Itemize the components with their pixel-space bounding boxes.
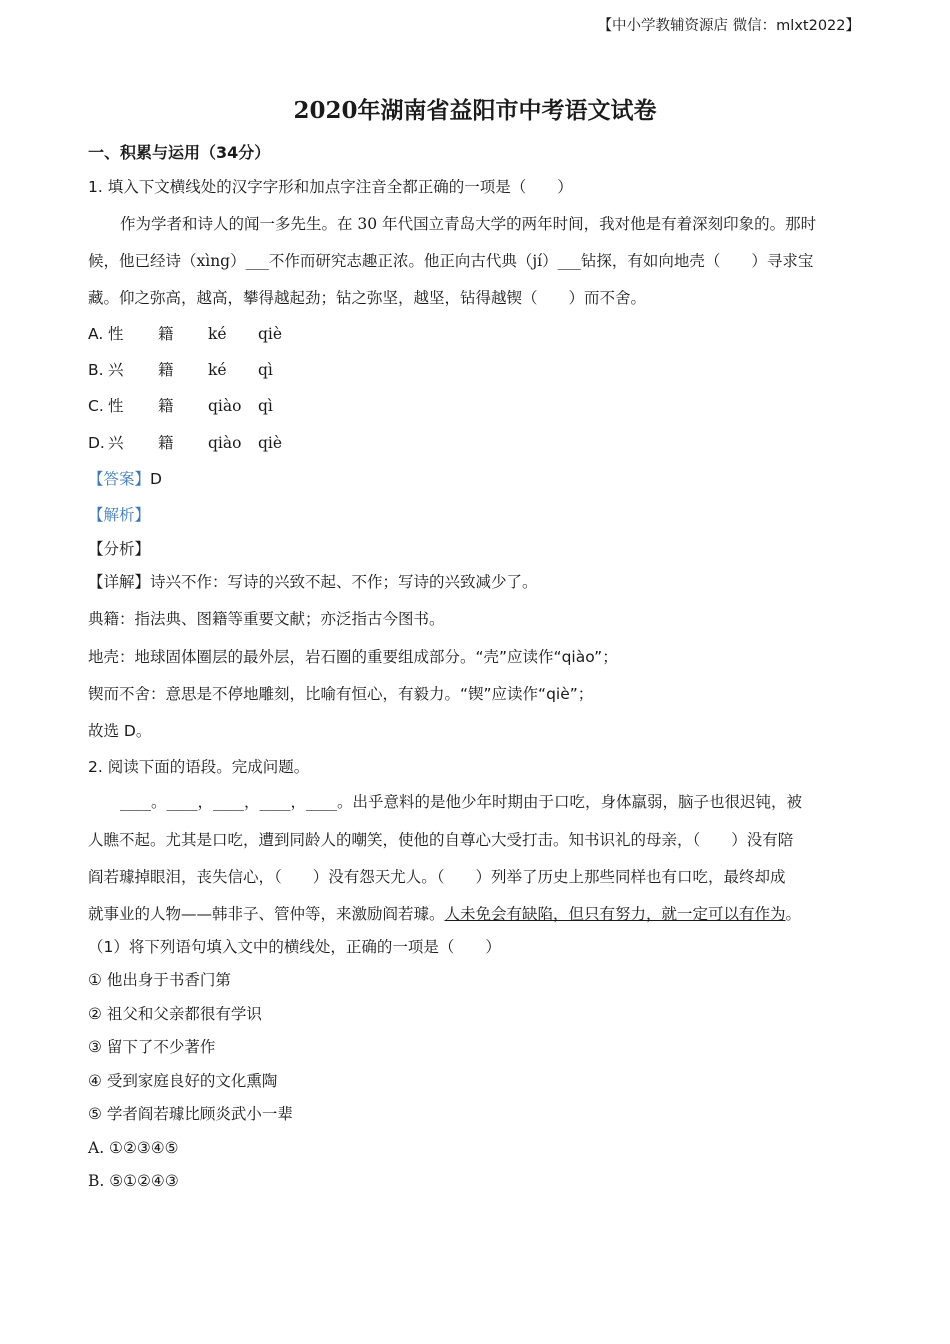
note-line: 典籍：指法典、图籍等重要文献；亦泛指古今图书。 [88,610,445,628]
note-line: 地壳：地球固体圈层的最外层，岩石圈的重要组成部分。“壳”应读作“qiào”； [88,648,618,666]
fenxi-label: 【分析】 [88,540,151,558]
option-part: qiào [208,397,242,415]
answer-value: D [150,470,162,488]
option-part: qiào [208,434,242,452]
q2-passage-line: 人瞧不起。尤其是口吃，遭到同龄人的嘲笑，使他的自尊心大受打击。知书识礼的母亲，（ ）没有陪 [88,831,794,849]
q2-item: ③ 留下了不少著作 [88,1038,216,1056]
q1-option-d [88,433,282,453]
passage-end: 。 [785,905,802,923]
q2-passage-line: 阎若璩掉眼泪，丧失信心，（ ）没有怨天尤人。（ ）列举了历史上那些同样也有口吃，最终却成 [88,868,786,886]
q2-sub-question: （1）将下列语句填入文中的横线处，正确的一项是（ ） [88,938,501,956]
option-part: 籍 [158,325,174,343]
page-header-note: 【中小学教辅资源店 微信：mlxt2022】 [597,18,860,34]
option-part: 性 [108,397,124,415]
option-letter: C. [88,397,104,415]
option-part: qì [258,397,273,415]
option-letter: B. [88,361,104,379]
q2-item: ④ 受到家庭良好的文化熏陶 [88,1072,278,1090]
option-part: qiè [258,325,283,343]
q1-option-c [88,396,273,416]
option-letter: D. [88,434,105,452]
analysis-label: 【解析】 [88,506,151,524]
detail-text: 诗兴不作：写诗的兴致不起、不作；写诗的兴致减少了。 [150,573,538,591]
option-part: qì [258,361,273,379]
q2-passage-last-line [88,904,801,924]
note-line: 故选 D。 [88,722,152,740]
option-part: 兴 [108,434,124,452]
option-part: ké [208,361,227,379]
section-heading: 一、积累与运用（34分） [88,143,271,162]
note-line: 锲而不舍：意思是不停地雕刻，比喻有恒心，有毅力。“锲”应读作“qiè”； [88,685,594,703]
option-letter: A. [88,325,104,343]
option-part: 兴 [108,361,124,379]
answer-label: 【答案】 [88,470,151,488]
q1-option-a [88,324,282,344]
q2-item: ⑤ 学者阎若璩比顾炎武小一辈 [88,1105,293,1123]
detail-line [88,572,538,592]
q2-choice: B. ⑤①②④③ [88,1172,179,1190]
exam-title: 2020年湖南省益阳市中考语文试卷 [293,97,657,124]
option-part: 性 [108,325,124,343]
q1-passage-line: 作为学者和诗人的闻一多先生。在 30 年代国立青岛大学的两年时间，我对他是有着深刻印象的。那时 [120,215,817,233]
q2-choice: A. ①②③④⑤ [88,1139,179,1157]
q2-stem: 2. 阅读下面的语段。完成问题。 [88,758,310,776]
q2-passage-line: ____。____，____，____，____。出乎意料的是他少年时期由于口吃，身体羸弱，脑子也很迟钝，被 [120,793,803,811]
underlined-sentence: 人未免会有缺陷，但只有努力，就一定可以有作为 [444,905,786,923]
q2-item: ② 祖父和父亲都很有学识 [88,1005,262,1023]
q1-passage-line: 候，他已经诗（xìng）___不作而研究志趣正浓。他正向古代典（jí）___钻探，有如向地壳（ ）寻求宝 [88,252,814,270]
q1-option-b [88,360,273,380]
option-part: 籍 [158,361,174,379]
q1-passage-line: 藏。仰之弥高，越高，攀得越起劲；钻之弥坚，越坚，钻得越锲（ ）而不舍。 [88,289,647,307]
option-part: 籍 [158,434,174,452]
q1-answer [88,469,162,489]
q2-item: ① 他出身于书香门第 [88,971,231,989]
q1-stem: 1. 填入下文横线处的汉字字形和加点字注音全都正确的一项是（ ） [88,178,573,196]
detail-label: 【详解】 [88,573,151,591]
option-part: qiè [258,434,283,452]
option-part: ké [208,325,227,343]
passage-text: 就事业的人物——韩非子、管仲等，来激励阎若璩。 [88,905,445,923]
option-part: 籍 [158,397,174,415]
